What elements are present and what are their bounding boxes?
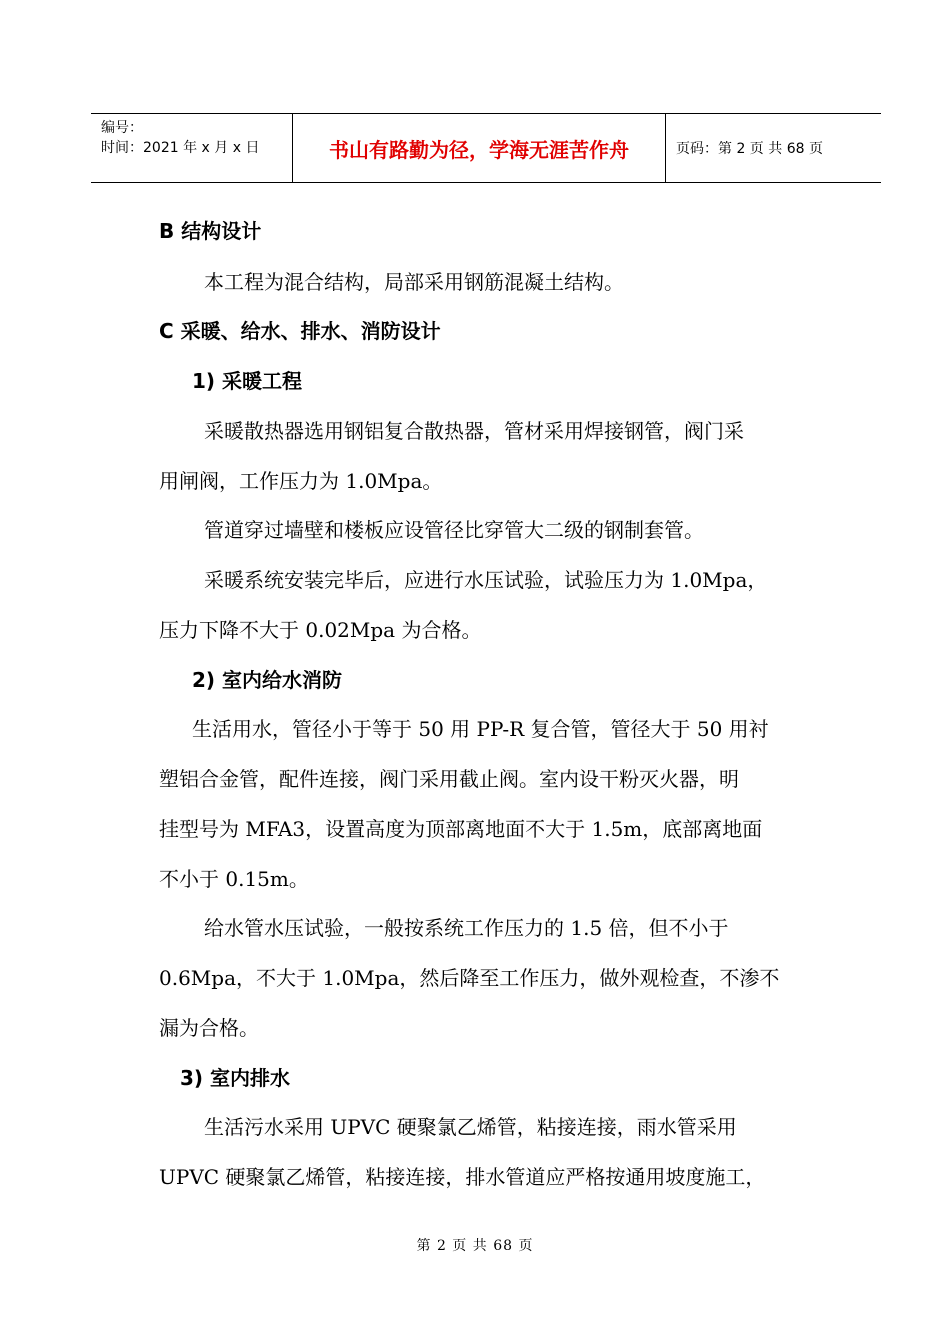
document-time: 时间：2021 年 x 月 x 日: [101, 140, 260, 156]
paragraph-line: 不小于 0.15m。: [159, 867, 309, 891]
page-footer: 第 2 页 共 68 页: [416, 1238, 534, 1254]
paragraph-line: 生活用水，管径小于等于 50 用 PP-R 复合管，管径大于 50 用衬: [192, 717, 769, 741]
paragraph-line: 给水管水压试验，一般按系统工作压力的 1.5 倍，但不小于: [204, 916, 729, 940]
paragraph-line: 0.6Mpa，不大于 1.0Mpa，然后降至工作压力，做外观检查，不渗不: [159, 966, 780, 990]
subsection-heading-2: 2) 室内给水消防: [192, 668, 343, 692]
paragraph-line: 挂型号为 MFA3，设置高度为顶部离地面不大于 1.5m，底部离地面: [159, 817, 763, 841]
paragraph-line: UPVC 硬聚氯乙烯管，粘接连接，排水管道应严格按通用坡度施工，: [159, 1165, 766, 1189]
document-number: 编号：: [101, 120, 143, 136]
section-c-heading: C 采暖、给水、排水、消防设计: [159, 319, 441, 343]
header-motto: 书山有路勤为径，学海无涯苦作舟: [293, 114, 666, 182]
paragraph-line: 漏为合格。: [159, 1016, 259, 1040]
paragraph-line: 压力下降不大于 0.02Mpa 为合格。: [159, 618, 482, 642]
paragraph-line: 用闸阀，工作压力为 1.0Mpa。: [159, 469, 443, 493]
subsection-heading-1: 1) 采暖工程: [192, 369, 303, 393]
paragraph-line: 塑铝合金管，配件连接，阀门采用截止阀。室内设干粉灭火器，明: [159, 767, 739, 791]
paragraph-line: 管道穿过墙壁和楼板应设管径比穿管大二级的钢制套管。: [204, 518, 704, 542]
page-header: [91, 113, 881, 183]
paragraph: 本工程为混合结构，局部采用钢筋混凝土结构。: [204, 270, 624, 294]
section-b-heading: B 结构设计: [159, 219, 262, 243]
paragraph-line: 采暖系统安装完毕后，应进行水压试验，试验压力为 1.0Mpa，: [204, 568, 768, 592]
header-meta: [91, 114, 293, 182]
header-page-number: 页码：第 2 页 共 68 页: [676, 141, 823, 157]
subsection-heading-3: 3) 室内排水: [180, 1066, 291, 1090]
paragraph-line: 采暖散热器选用钢铝复合散热器，管材采用焊接钢管，阀门采: [204, 419, 744, 443]
paragraph-line: 生活污水采用 UPVC 硬聚氯乙烯管，粘接连接，雨水管采用: [204, 1115, 737, 1139]
